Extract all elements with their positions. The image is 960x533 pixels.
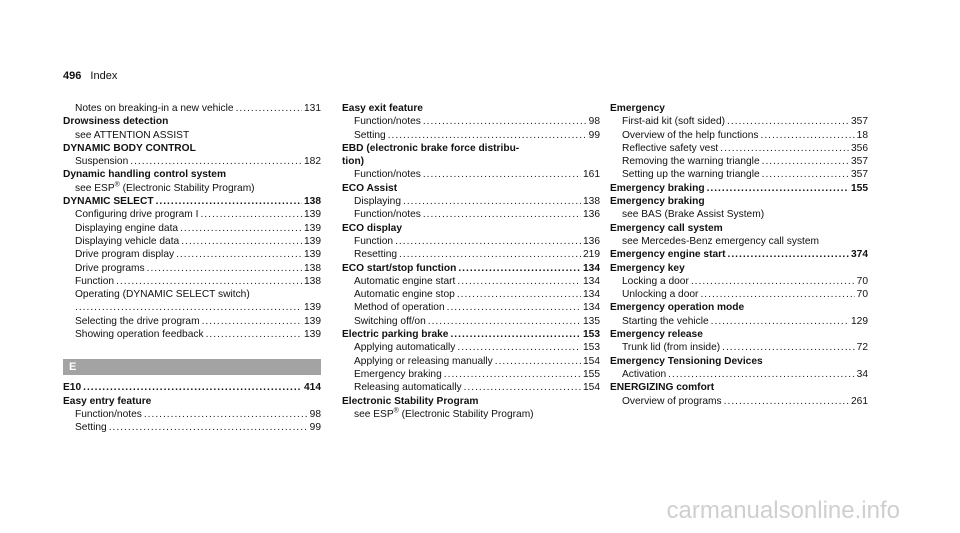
entry-text: Displaying [354,196,401,208]
index-heading-with-page [63,195,321,208]
index-entry [342,115,600,128]
see-text-cont: (Electronic Stability Program) [119,182,255,194]
dot-leader [447,301,581,314]
index-heading: Easy entry feature [63,395,152,407]
dot-leader [457,275,581,288]
index-column-1 [63,102,321,435]
index-entry [610,288,868,301]
index-entry [63,262,321,275]
index-heading: DYNAMIC BODY CONTROL [63,142,196,154]
see-reference [342,408,600,421]
entry-text: Showing operation feedback [75,329,204,341]
page-number: 496 [63,70,82,82]
dot-leader [403,195,581,208]
index-entry [342,381,600,394]
index-entry [342,341,600,354]
see-text: see ATTENTION ASSIST [75,129,190,141]
index-entry [63,235,321,248]
dot-leader [180,222,302,235]
entry-text: Notes on breaking-in a new vehicle [75,103,234,114]
index-heading: Emergency Tensioning Devices [610,355,763,367]
entry-text: Function/notes [354,169,421,181]
dot-leader [458,262,581,275]
dot-leader [724,395,849,408]
page-header [63,70,117,82]
dot-leader [668,368,854,381]
index-heading-with-page [610,248,868,261]
index-heading: ENERGIZING comfort [610,382,715,394]
dot-leader [144,408,308,421]
page-ref: 261 [851,395,868,407]
index-entry [63,248,321,261]
entry-text: Function/notes [75,408,142,420]
index-heading-with-page [342,328,600,341]
entry-text: Suspension [75,156,129,168]
page-ref: 139 [304,222,321,234]
entry-text: Trunk lid (from inside) [622,342,721,354]
index-entry [610,155,868,168]
index-column-2 [342,102,600,421]
index-entry [610,368,868,381]
dot-leader [156,195,302,208]
dot-leader [722,341,855,354]
page-ref: 153 [583,342,600,354]
index-heading: tion) [342,156,365,168]
see-reference [610,208,868,221]
dot-leader [176,248,302,261]
entry-text: Electric parking brake [342,329,449,341]
page-ref: 357 [851,156,868,168]
dot-leader [83,381,302,394]
see-text: Operating (DYNAMIC SELECT switch) [75,289,250,301]
index-entry [342,248,600,261]
index-entry [610,315,868,328]
page-ref: 357 [851,169,868,181]
page-ref: 99 [588,129,600,141]
see-reference [63,129,321,142]
page-ref: 219 [583,249,600,261]
page-ref: 34 [856,368,868,380]
entry-text: Displaying engine data [75,222,179,234]
dot-leader [109,421,308,434]
index-entry [63,222,321,235]
index-heading: Emergency call system [610,222,723,234]
see-text: see Mercedes-Benz emergency call system [622,235,820,247]
entry-text: Method of operation [354,302,445,314]
dot-leader [423,115,587,128]
dot-leader [202,315,302,328]
registered-mark: ® [393,407,399,415]
dot-leader [727,115,849,128]
entry-text: Function/notes [354,116,421,128]
entry-text: Setting [75,422,107,434]
index-entry [342,355,600,368]
entry-text: First-aid kit (soft sided) [622,116,726,128]
index-heading: Emergency release [610,329,703,341]
index-entry [342,129,600,142]
dot-leader [423,168,581,181]
dot-leader [116,275,302,288]
index-heading-with-page [63,381,321,394]
entry-text: Switching off/on [354,315,426,327]
entry-text: Starting the vehicle [622,315,709,327]
page-ref: 155 [583,368,600,380]
page-ref: 134 [583,262,600,274]
dot-leader [200,208,302,221]
entry-text: E10 [63,382,82,394]
page-ref: 138 [304,196,321,208]
page-ref: 134 [583,275,600,287]
entry-text: Locking a door [622,275,689,287]
see-reference [63,288,321,301]
index-entry [342,195,600,208]
index-entry [63,275,321,288]
index-column-3 [610,102,868,408]
page-ref: 134 [583,302,600,314]
see-text-cont: (Electronic Stability Program) [398,408,534,420]
index-entry [610,142,868,155]
entry-text: Displaying vehicle data [75,235,180,247]
page-ref: 139 [304,329,321,341]
page-ref: 154 [583,355,600,367]
dot-leader [457,341,581,354]
dot-leader [760,129,854,142]
index-entry [610,395,868,408]
see-text: see ESP [75,182,115,194]
page-ref: 138 [583,196,600,208]
dot-leader [147,262,302,275]
page-ref: 139 [304,249,321,261]
see-text: see ESP [354,408,394,420]
index-entry [63,315,321,328]
dot-leader [423,208,581,221]
index-entry [63,102,321,115]
index-entry [610,275,868,288]
entry-text: Configuring drive program I [75,209,199,221]
entry-text: Overview of programs [622,395,722,407]
index-entry [342,208,600,221]
page-ref: 138 [304,262,321,274]
entry-text: Setting up the warning triangle [622,169,760,181]
watermark: carmanualsonline.info [666,497,900,524]
index-heading: ECO display [342,222,403,234]
index-heading-with-page [342,262,600,275]
page-ref: 99 [309,422,321,434]
see-reference [63,182,321,195]
entry-text: Activation [622,368,667,380]
page-ref: 18 [856,129,868,141]
entry-text: Releasing automatically [354,382,462,394]
dot-leader [399,248,581,261]
entry-text: Function [75,275,115,287]
dot-leader [444,368,581,381]
dot-leader [75,301,302,314]
index-heading: Emergency key [610,262,685,274]
dot-leader [388,129,587,142]
entry-text: Automatic engine start [354,275,456,287]
dot-leader [464,381,581,394]
page-ref: 161 [583,169,600,181]
entry-text: Emergency braking [610,182,705,194]
dot-leader [395,235,581,248]
column-1-bottom [63,381,321,434]
index-entry [63,208,321,221]
index-heading: Dynamic handling control system [63,169,227,181]
page-ref: 135 [583,315,600,327]
page-ref: 139 [304,302,321,314]
index-entry [342,288,600,301]
entry-text: Drive program display [75,249,175,261]
page-ref: 139 [304,235,321,247]
page-ref: 153 [583,329,600,341]
entry-text: Setting [354,129,386,141]
entry-text: ECO start/stop function [342,262,457,274]
page-ref: 138 [304,275,321,287]
index-entry [342,301,600,314]
page-ref: 98 [309,408,321,420]
page-ref: 72 [856,342,868,354]
index-entry [610,168,868,181]
dot-leader [728,248,850,261]
index-entry [342,235,600,248]
dot-leader [428,315,581,328]
page-ref: 136 [583,209,600,221]
index-entry [610,129,868,142]
letter-heading: E [63,359,321,375]
entry-text: Drive programs [75,262,145,274]
page-ref: 182 [304,156,321,168]
entry-text: Function [354,235,394,247]
entry-text: Unlocking a door [622,289,699,301]
index-entry [342,315,600,328]
column-1-top [63,102,321,341]
index-heading: Emergency operation mode [610,302,745,314]
index-entry [63,328,321,341]
page-ref: 356 [851,142,868,154]
entry-text: Removing the warning triangle [622,156,760,168]
see-text: see BAS (Brake Assist System) [622,209,765,221]
dot-leader [206,328,302,341]
dot-leader [236,102,302,115]
dot-leader [700,288,854,301]
see-reference [610,235,868,248]
page-ref: 139 [304,209,321,221]
index-heading: ECO Assist [342,182,398,194]
index-entry [610,115,868,128]
index-entry [342,275,600,288]
index-entry [610,341,868,354]
page-ref: 154 [583,382,600,394]
page-ref: 98 [588,116,600,128]
entry-text: Emergency engine start [610,249,726,261]
registered-mark: ® [114,181,120,189]
index-heading: Emergency [610,103,665,114]
index-entry [63,408,321,421]
page-ref: 131 [304,103,321,114]
entry-text: Applying or releasing manually [354,355,493,367]
dot-leader [711,315,849,328]
index-entry [342,368,600,381]
page-ref: 155 [851,182,868,194]
index-heading-with-page [610,182,868,195]
index-entry [342,168,600,181]
dot-leader [181,235,302,248]
dot-leader [495,355,581,368]
dot-leader [762,155,849,168]
entry-text: Overview of the help functions [622,129,759,141]
entry-text: Applying automatically [354,342,456,354]
index-heading: Electronic Stability Program [342,395,479,407]
entry-text: Selecting the drive program [75,315,200,327]
page-ref: 414 [304,382,321,394]
page-ref: 374 [851,249,868,261]
dot-leader [720,142,849,155]
dot-leader [691,275,855,288]
dot-leader [130,155,302,168]
entry-text: Automatic engine stop [354,289,455,301]
page-ref: 136 [583,235,600,247]
dot-leader [707,182,849,195]
entry-text: DYNAMIC SELECT [63,196,154,208]
index-entry [63,301,321,314]
entry-text: Emergency braking [354,368,442,380]
entry-text: Reflective safety vest [622,142,719,154]
index-heading: EBD (electronic brake force distribu- [342,142,520,154]
page-ref: 129 [851,315,868,327]
index-entry [63,155,321,168]
page-ref: 357 [851,116,868,128]
dot-leader [450,328,581,341]
page-ref: 139 [304,315,321,327]
index-entry [63,421,321,434]
entry-text: Function/notes [354,209,421,221]
dot-leader [457,288,581,301]
index-heading: Drowsiness detection [63,116,169,128]
section-title: Index [90,70,118,82]
page-ref: 134 [583,289,600,301]
entry-text: Resetting [354,249,398,261]
index-heading: Emergency braking [610,196,705,208]
dot-leader [762,168,849,181]
page-ref: 70 [856,289,868,301]
page-ref: 70 [856,275,868,287]
index-heading: Easy exit feature [342,103,423,114]
